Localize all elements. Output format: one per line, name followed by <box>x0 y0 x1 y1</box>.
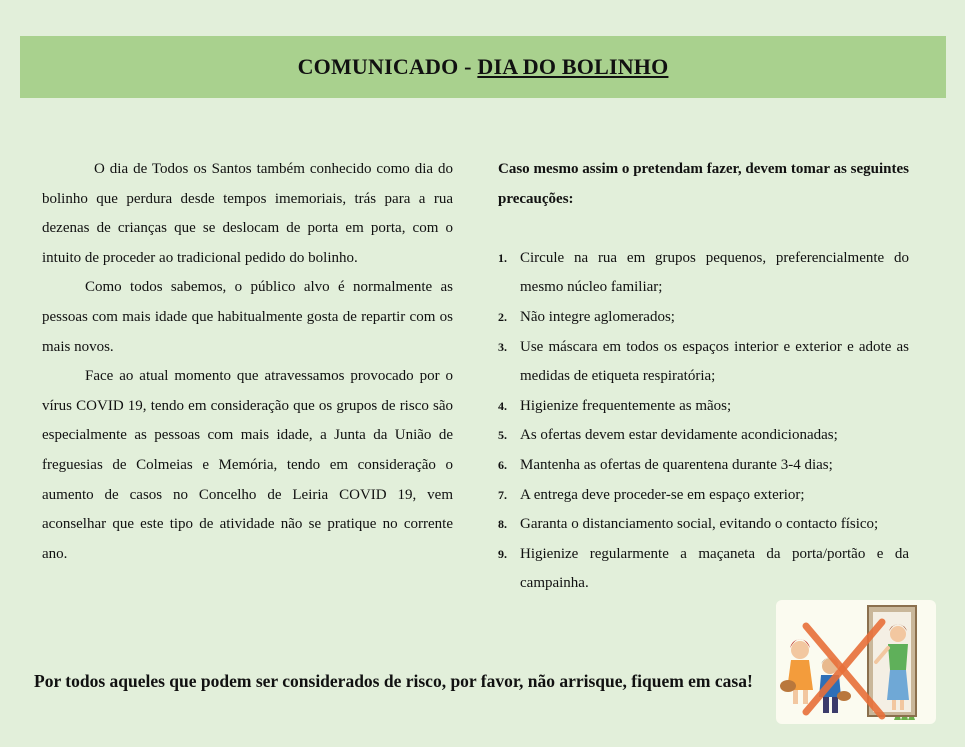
page-title <box>298 54 669 80</box>
paragraph-3: Face ao atual momento que atravessamos provocado por o vírus COVID 19, tendo em consideração que os grupos de risco são especialmente as pessoas com mais idade, a Junta da União de freguesias de Colmeias e Memória, tendo em consideração o aumento de casos no Concelho de Leiria COVID 19, vem aconselhar que este tipo de atividade não se pratique no corrente ano. <box>42 368 453 562</box>
header-band <box>20 36 946 98</box>
precaution-item <box>498 451 909 481</box>
precaution-item <box>498 421 909 451</box>
precaution-number: 5. <box>498 428 507 443</box>
precaution-text: As ofertas devem estar devidamente acondicionadas; <box>520 427 838 444</box>
precaution-text: Circule na rua em grupos pequenos, preferencialmente do mesmo núcleo familiar; <box>520 249 909 296</box>
precaution-item <box>498 392 909 422</box>
precautions-list <box>498 244 909 599</box>
precaution-number: 4. <box>498 398 507 413</box>
paragraph-1: O dia de Todos os Santos também conhecido como dia do bolinho que perdura desde tempos imemoriais, trás para a rua dezenas de crianças que se deslocam de porta em porta, com o intuito de proceder ao tradicional pedido do bolinho. <box>42 161 453 266</box>
precautions-intro: Caso mesmo assim o pretendam fazer, devem tomar as seguintes precauções: <box>498 161 909 207</box>
precaution-number: 9. <box>498 546 507 561</box>
precaution-text: Use máscara em todos os espaços interior e exterior e adote as medidas de etiqueta respiratória; <box>520 338 909 385</box>
paragraph-2: Como todos sabemos, o público alvo é normalmente as pessoas com mais idade que habitualmente gosta de repartir com os mais novos. <box>42 279 453 355</box>
right-column <box>498 155 909 599</box>
children-at-door-crossed-out-icon <box>776 600 936 724</box>
precaution-text: A entrega deve proceder-se em espaço exterior; <box>520 486 805 503</box>
precaution-item <box>498 540 909 599</box>
precaution-number: 6. <box>498 457 507 472</box>
precaution-item <box>498 481 909 511</box>
precaution-number: 7. <box>498 487 507 502</box>
precaution-number: 3. <box>498 339 507 354</box>
precaution-text: Garanta o distanciamento social, evitando o contacto físico; <box>520 516 879 533</box>
precaution-text: Não integre aglomerados; <box>520 308 675 325</box>
precaution-text: Higienize frequentemente as mãos; <box>520 397 732 414</box>
precaution-item <box>498 303 909 333</box>
precaution-text: Mantenha as ofertas de quarentena durante 3-4 dias; <box>520 456 833 473</box>
precaution-text: Higienize regularmente a maçaneta da porta/portão e da campainha. <box>520 545 909 592</box>
left-column <box>42 155 453 569</box>
closing-message: Por todos aqueles que podem ser considerados de risco, por favor, não arrisque, fiquem em casa! <box>34 670 753 691</box>
precaution-item <box>498 244 909 303</box>
precaution-number: 2. <box>498 309 507 324</box>
precaution-item <box>498 333 909 392</box>
title-main: DIA DO BOLINHO <box>477 54 669 79</box>
title-prefix: COMUNICADO - <box>297 54 478 79</box>
precaution-item <box>498 510 909 540</box>
precaution-number: 1. <box>498 250 507 265</box>
precaution-number: 8. <box>498 517 507 532</box>
